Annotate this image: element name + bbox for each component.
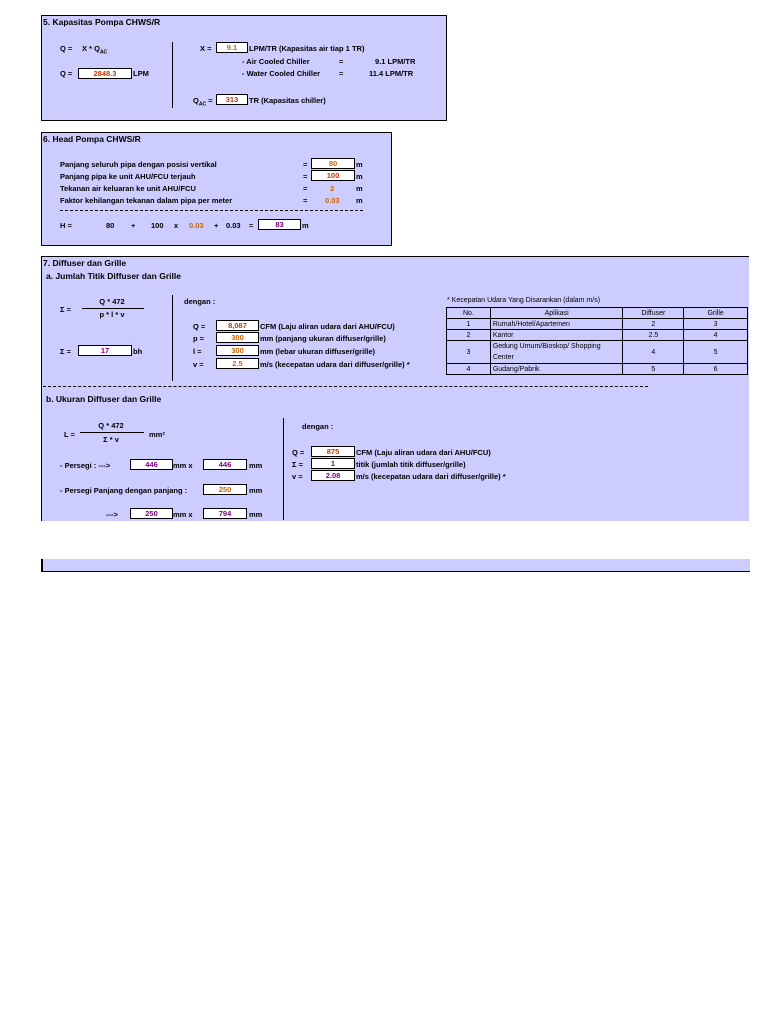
arrow-label: --->: [106, 510, 118, 519]
param-label: p =: [193, 334, 205, 343]
subsection-a-title: a. Jumlah Titik Diffuser dan Grille: [46, 271, 181, 281]
param2-value-box: 2.08: [311, 470, 355, 481]
cell-no: 2: [447, 330, 491, 341]
s6-row-value-box: 80: [311, 158, 355, 169]
velocity-table: [446, 307, 748, 375]
pp-value-2: 794: [203, 508, 247, 519]
param2-value-box: 875: [311, 446, 355, 457]
h-term-1: 80: [106, 221, 115, 230]
l-frac-den: Σ * v: [103, 435, 119, 444]
eq2-lhs: Q =: [60, 69, 73, 78]
h-label: H =: [60, 221, 72, 230]
table-header-row: [447, 308, 748, 319]
air-cooled-eq: =: [339, 57, 344, 66]
cell-grille: 4: [684, 330, 748, 341]
s6-row-eq: =: [303, 184, 308, 193]
param2-desc: m/s (kecepatan udara dari diffuser/grille) *: [356, 472, 506, 481]
h-term-2: 100: [151, 221, 164, 230]
cell-grille: 3: [684, 319, 748, 330]
table-row: [447, 330, 748, 341]
qac-desc: TR (Kapasitas chiller): [249, 96, 326, 105]
l-frac-line: [80, 432, 144, 433]
cell-grille: 6: [684, 364, 748, 375]
persegi-label: - Persegi : --->: [60, 461, 111, 470]
cell-diffuser: 4: [623, 341, 684, 364]
s6-row-value: 0.03: [325, 196, 340, 205]
header-diffuser: Diffuser: [623, 308, 684, 319]
dengan-label-2: dengan :: [302, 422, 334, 431]
qac-label: $Q_{AC}$ =: [193, 96, 213, 108]
section-5-title: 5. Kapasitas Pompa CHWS/R: [43, 17, 161, 27]
param2-desc: CFM (Laju aliran udara dari AHU/FCU): [356, 448, 491, 457]
air-cooled-label: - Air Cooled Chiller: [242, 57, 310, 66]
air-cooled-value: 9.1 LPM/TR: [375, 57, 416, 66]
sigma-unit: bh: [133, 347, 143, 356]
s6-row-eq: =: [303, 172, 308, 181]
cell-diffuser: 2.5: [623, 330, 684, 341]
param-desc: CFM (Laju aliran udara dari AHU/FCU): [260, 322, 395, 331]
water-cooled-label: - Water Cooled Chiller: [242, 69, 321, 78]
sigma2-lhs: Σ =: [60, 347, 71, 356]
h-plus-2: +: [214, 221, 219, 230]
l-unit: mm²: [149, 430, 165, 439]
subsection-b-title: b. Ukuran Diffuser dan Grille: [46, 394, 162, 404]
persegi-value-1: 446: [130, 459, 173, 470]
water-cooled-eq: =: [339, 69, 344, 78]
q-unit: LPM: [133, 69, 149, 78]
cell-no: 3: [447, 341, 491, 364]
s6-row-label: Panjang seluruh pipa dengan posisi vertikal: [60, 160, 217, 169]
sigma-frac-den: p * l * v: [99, 310, 125, 319]
h-term-3: 0.03: [189, 221, 204, 230]
l-lhs: L =: [64, 430, 75, 439]
s6-row-label: Panjang pipa ke unit AHU/FCU terjauh: [60, 172, 196, 181]
persegi-mid: mm x: [173, 461, 193, 470]
section-7-title: 7. Diffuser dan Grille: [43, 258, 127, 268]
param-label: v =: [193, 360, 204, 369]
qac-value-box: 313: [216, 94, 248, 105]
section-7a-divider: [172, 295, 173, 381]
h-eq: =: [249, 221, 254, 230]
persegi-panjang-label: - Persegi Panjang dengan panjang :: [60, 486, 188, 495]
param-value-box: 300: [216, 345, 259, 356]
param-value-box: 8,087: [216, 320, 259, 331]
water-cooled-value: 11.4 LPM/TR: [369, 69, 414, 78]
s6-row-label: Faktor kehilangan tekanan dalam pipa per meter: [60, 196, 233, 205]
l-frac-num: Q * 472: [98, 421, 124, 430]
param-value-box: 2.5: [216, 358, 259, 369]
persegi-unit: mm: [249, 461, 263, 470]
persegi-panjang-value: 250: [203, 484, 247, 495]
cell-aplikasi: Kantor: [490, 330, 623, 341]
s6-row-value: 2: [330, 184, 335, 193]
param2-value-box: 1: [311, 458, 355, 469]
eq1-rhs: X * $Q_{AC}$: [82, 44, 108, 56]
section-5-divider: [172, 42, 173, 108]
param-desc: m/s (kecepatan udara dari diffuser/grille) *: [260, 360, 410, 369]
section-7-panel: [41, 256, 749, 521]
table-row: [447, 341, 748, 364]
s6-row-unit: m: [356, 196, 363, 205]
h-unit: m: [302, 221, 309, 230]
param2-label: Q =: [292, 448, 305, 457]
header-no: No.: [447, 308, 491, 319]
h-plus-1: +: [131, 221, 136, 230]
cell-diffuser: 5: [623, 364, 684, 375]
table-row: [447, 364, 748, 375]
s6-row-value-box: 100: [311, 170, 355, 181]
header-aplikasi: Aplikasi: [490, 308, 623, 319]
pp-unit-2: mm: [249, 510, 263, 519]
x-desc: LPM/TR (Kapasitas air tiap 1 TR): [249, 44, 365, 53]
param2-desc: titik (jumlah titik diffuser/grille): [356, 460, 466, 469]
s6-row-unit: m: [356, 184, 363, 193]
param-desc: mm (lebar ukuran diffuser/grille): [260, 347, 376, 356]
s6-row-unit: m: [356, 172, 363, 181]
h-times: x: [174, 221, 179, 230]
cell-aplikasi: Gedung Umum/Bioskop/ Shopping Center: [490, 341, 623, 364]
pp-mid: mm x: [173, 510, 193, 519]
dengan-label: dengan :: [184, 297, 216, 306]
s6-row-eq: =: [303, 196, 308, 205]
table-row: [447, 319, 748, 330]
cell-aplikasi: Rumah/Hotel/Apartemen: [490, 319, 623, 330]
s6-row-unit: m: [356, 160, 363, 169]
bottom-strip: [41, 559, 750, 572]
h-term-4: 0.03: [226, 221, 241, 230]
param-value-box: 300: [216, 332, 259, 343]
param2-label: Σ =: [292, 460, 303, 469]
section-7-divider: [43, 386, 648, 387]
eq1-lhs: Q =: [60, 44, 73, 53]
x-value-box: 9.1: [216, 42, 248, 53]
param2-label: v =: [292, 472, 303, 481]
sigma-frac-num: Q * 472: [99, 297, 125, 306]
s6-row-eq: =: [303, 160, 308, 169]
param-label: Q =: [193, 322, 206, 331]
h-value-box: 83: [258, 219, 301, 230]
section-6-title: 6. Head Pompa CHWS/R: [43, 134, 141, 144]
cell-diffuser: 2: [623, 319, 684, 330]
s6-divider: [60, 210, 363, 211]
section-7b-divider: [283, 418, 284, 520]
persegi-panjang-unit: mm: [249, 486, 263, 495]
param-desc: mm (panjang ukuran diffuser/grille): [260, 334, 386, 343]
pp-value-1: 250: [130, 508, 173, 519]
cell-no: 4: [447, 364, 491, 375]
sigma-lhs: Σ =: [60, 305, 71, 314]
table-caption: * Kecepatan Udara Yang Disarankan (dalam m/s): [447, 297, 601, 304]
q-value-box: 2848.3: [78, 68, 132, 79]
persegi-value-2: 446: [203, 459, 247, 470]
header-grille: Grille: [684, 308, 748, 319]
x-label: X =: [200, 44, 212, 53]
s6-row-label: Tekanan air keluaran ke unit AHU/FCU: [60, 184, 196, 193]
param-label: l =: [193, 347, 202, 356]
sigma-frac-line: [82, 308, 144, 309]
cell-aplikasi: Gudang/Pabrik: [490, 364, 623, 375]
sigma-value-box: 17: [78, 345, 132, 356]
cell-grille: 5: [684, 341, 748, 364]
cell-no: 1: [447, 319, 491, 330]
